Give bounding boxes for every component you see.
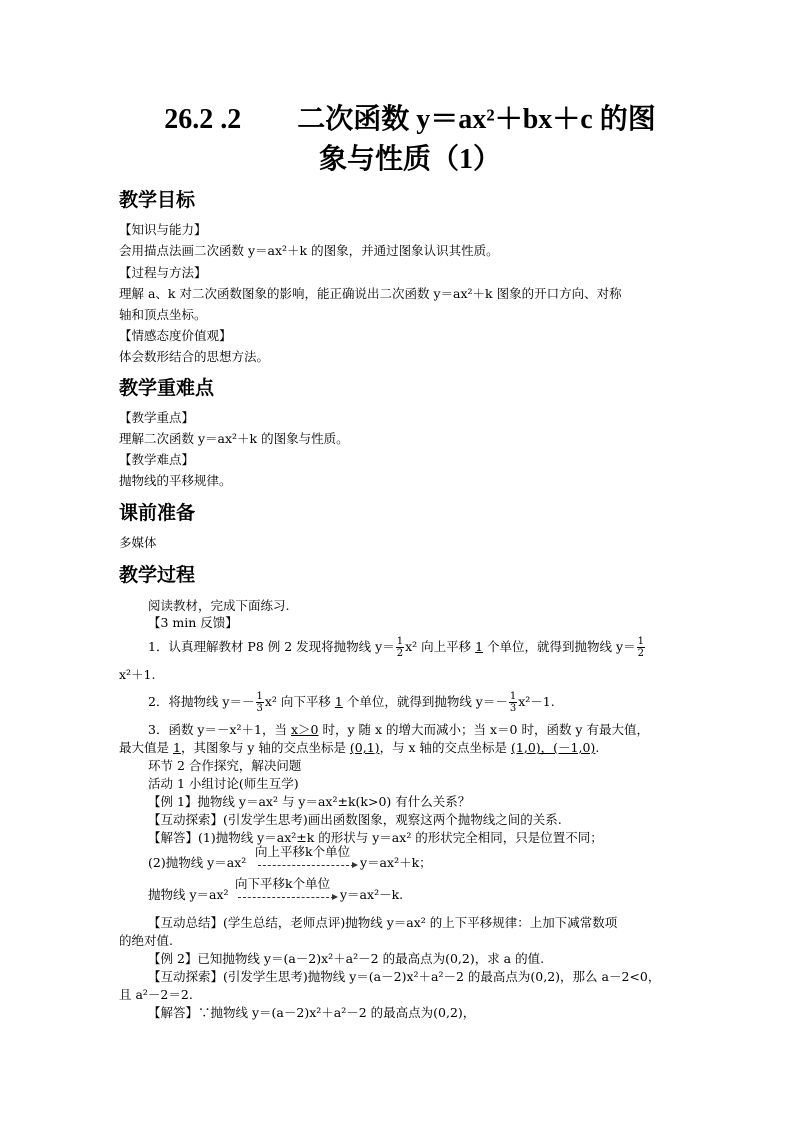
q1-frac2-den: 2 bbox=[637, 648, 644, 659]
knowledge-text: 会用描点法画二次函数 y＝ax²＋k 的图象，并通过图象认识其性质。 bbox=[119, 243, 499, 258]
shift-up-arrow-icon bbox=[258, 865, 354, 867]
answer-1-shift-down-right: y＝ax²－k. bbox=[340, 887, 404, 902]
question-2 bbox=[148, 691, 555, 714]
summary-line-1: 【互动总结】(学生总结，老师点评)抛物线 y＝ax² 的上下平移规律：上加下减常数项 bbox=[148, 915, 618, 930]
example-1: 【例 1】抛物线 y＝ax² 与 y＝ax²±k(k>0) 有什么关系？ bbox=[148, 794, 471, 809]
question-1-line-1 bbox=[148, 636, 646, 659]
question-1-line-2: x²＋1. bbox=[119, 667, 156, 682]
answer-1-line-1: 【解答】(1)抛物线 y＝ax²±k 的形状与 y＝ax² 的形状完全相同，只是位置不同； bbox=[148, 830, 603, 845]
q3-blank-3: (0,1) bbox=[349, 740, 380, 755]
q3-text-a: 3．函数 y＝－x²＋1，当 bbox=[148, 722, 291, 737]
process-intro: 阅读教材，完成下面练习. bbox=[148, 598, 290, 613]
q2-frac2-num: 1 bbox=[509, 691, 517, 702]
answer-1-shift-up-left: (2)抛物线 y＝ax² bbox=[148, 855, 247, 870]
q2-frac2-den: 3 bbox=[509, 703, 517, 714]
q3-blank-1: x＞0 bbox=[290, 722, 319, 737]
q2-text-c: 个单位，就得到抛物线 y＝－ bbox=[342, 694, 508, 709]
q2-frac-den: 3 bbox=[256, 703, 263, 714]
q3-blank-4: (1,0)，(－1,0) bbox=[511, 740, 596, 755]
answer-1-shift-down-left: 抛物线 y＝ax² bbox=[148, 887, 229, 902]
section-heading-goals: 教学目标 bbox=[119, 189, 196, 211]
q1-text-a: 1．认真理解教材 P8 例 2 发现将抛物线 y＝ bbox=[148, 639, 395, 654]
section-heading-key-points: 教学重难点 bbox=[119, 377, 215, 399]
q2-frac-num: 1 bbox=[256, 691, 263, 702]
stage-2-label: 环节 2 合作探究，解决问题 bbox=[148, 758, 302, 773]
document-title-line-2: 象与性质（1） bbox=[318, 144, 501, 175]
q1-frac2-num: 1 bbox=[637, 636, 644, 647]
difficulty-heading: 【教学难点】 bbox=[119, 452, 195, 467]
q3-text-b: 时，y 随 x 的增大而减小；当 x＝0 时，函数 y 有最大值， bbox=[318, 722, 649, 737]
method-text-2: 轴和顶点坐标。 bbox=[119, 307, 207, 322]
method-heading: 【过程与方法】 bbox=[119, 265, 207, 280]
activity-1-label: 活动 1 小组讨论(师生互学) bbox=[148, 776, 299, 791]
q1-blank: 1 bbox=[475, 639, 484, 654]
summary-line-2: 的绝对值. bbox=[119, 933, 173, 948]
q1-text-b: x² 向上平移 bbox=[405, 639, 476, 654]
example-2: 【例 2】已知抛物线 y＝(a－2)x²＋a²－2 的最高点为(0,2)，求 a 的值. bbox=[148, 951, 545, 966]
document-title-line-1: 26.2 .2 二次函数 y＝ax²＋bx＋c 的图 bbox=[164, 104, 656, 135]
answer-2: 【解答】∵抛物线 y＝(a－2)x²＋a²－2 的最高点为(0,2)， bbox=[148, 1005, 476, 1020]
focus-text: 理解二次函数 y＝ax²＋k 的图象与性质。 bbox=[119, 431, 349, 446]
q1-text-c: 个单位，就得到抛物线 y＝ bbox=[483, 639, 636, 654]
difficulty-text: 抛物线的平移规律。 bbox=[119, 473, 232, 488]
q3-text-c: 最大值是 bbox=[119, 740, 173, 755]
shift-down-arrow-icon bbox=[238, 897, 334, 899]
attitude-text: 体会数形结合的思想方法。 bbox=[119, 349, 270, 364]
section-heading-preparation: 课前准备 bbox=[119, 502, 196, 524]
q2-blank: 1 bbox=[334, 694, 343, 709]
question-3-line-2 bbox=[119, 739, 599, 757]
q2-fraction-2 bbox=[509, 691, 517, 714]
knowledge-heading: 【知识与能力】 bbox=[119, 222, 207, 237]
feedback-label: 【3 min 反馈】 bbox=[148, 615, 238, 630]
answer-1-shift-up-label: 向上平移k个单位 bbox=[255, 844, 351, 859]
q1-frac-den: 2 bbox=[396, 648, 404, 659]
answer-1-shift-down-label: 向下平移k个单位 bbox=[235, 876, 331, 891]
q1-fraction-2 bbox=[637, 636, 645, 659]
q2-text-d: x²－1. bbox=[518, 694, 555, 709]
q2-text-b: x² 向下平移 bbox=[264, 694, 335, 709]
explore-1: 【互动探索】(引发学生思考)画出函数图象，观察这两个抛物线之间的关系. bbox=[148, 812, 562, 827]
q3-blank-2: 1 bbox=[172, 740, 181, 755]
q3-text-d: ，其图象与 y 轴的交点坐标是 bbox=[180, 740, 350, 755]
method-text-1: 理解 a、k 对二次函数图象的影响，能正确说出二次函数 y＝ax²＋k 图象的开口方向、对称 bbox=[119, 286, 622, 301]
explore-2-line-1: 【互动探索】(引发学生思考)抛物线 y＝(a－2)x²＋a²－2 的最高点为(0,2)，那么 a－2<0， bbox=[148, 969, 661, 984]
explore-2-line-2: 且 a²－2＝2. bbox=[119, 987, 193, 1002]
preparation-text: 多媒体 bbox=[119, 535, 157, 550]
question-3-line-1 bbox=[148, 721, 649, 739]
q2-text-a: 2．将抛物线 y＝－ bbox=[148, 694, 255, 709]
q3-text-f: . bbox=[595, 740, 600, 755]
q2-fraction bbox=[256, 691, 264, 714]
q1-fraction bbox=[396, 636, 404, 659]
section-heading-process: 教学过程 bbox=[119, 564, 196, 586]
attitude-heading: 【情感态度价值观】 bbox=[119, 328, 232, 343]
answer-1-shift-up-right: y＝ax²＋k； bbox=[360, 855, 432, 870]
q1-frac-num: 1 bbox=[396, 636, 404, 647]
q3-text-e: ，与 x 轴的交点坐标是 bbox=[379, 740, 512, 755]
focus-heading: 【教学重点】 bbox=[119, 410, 195, 425]
